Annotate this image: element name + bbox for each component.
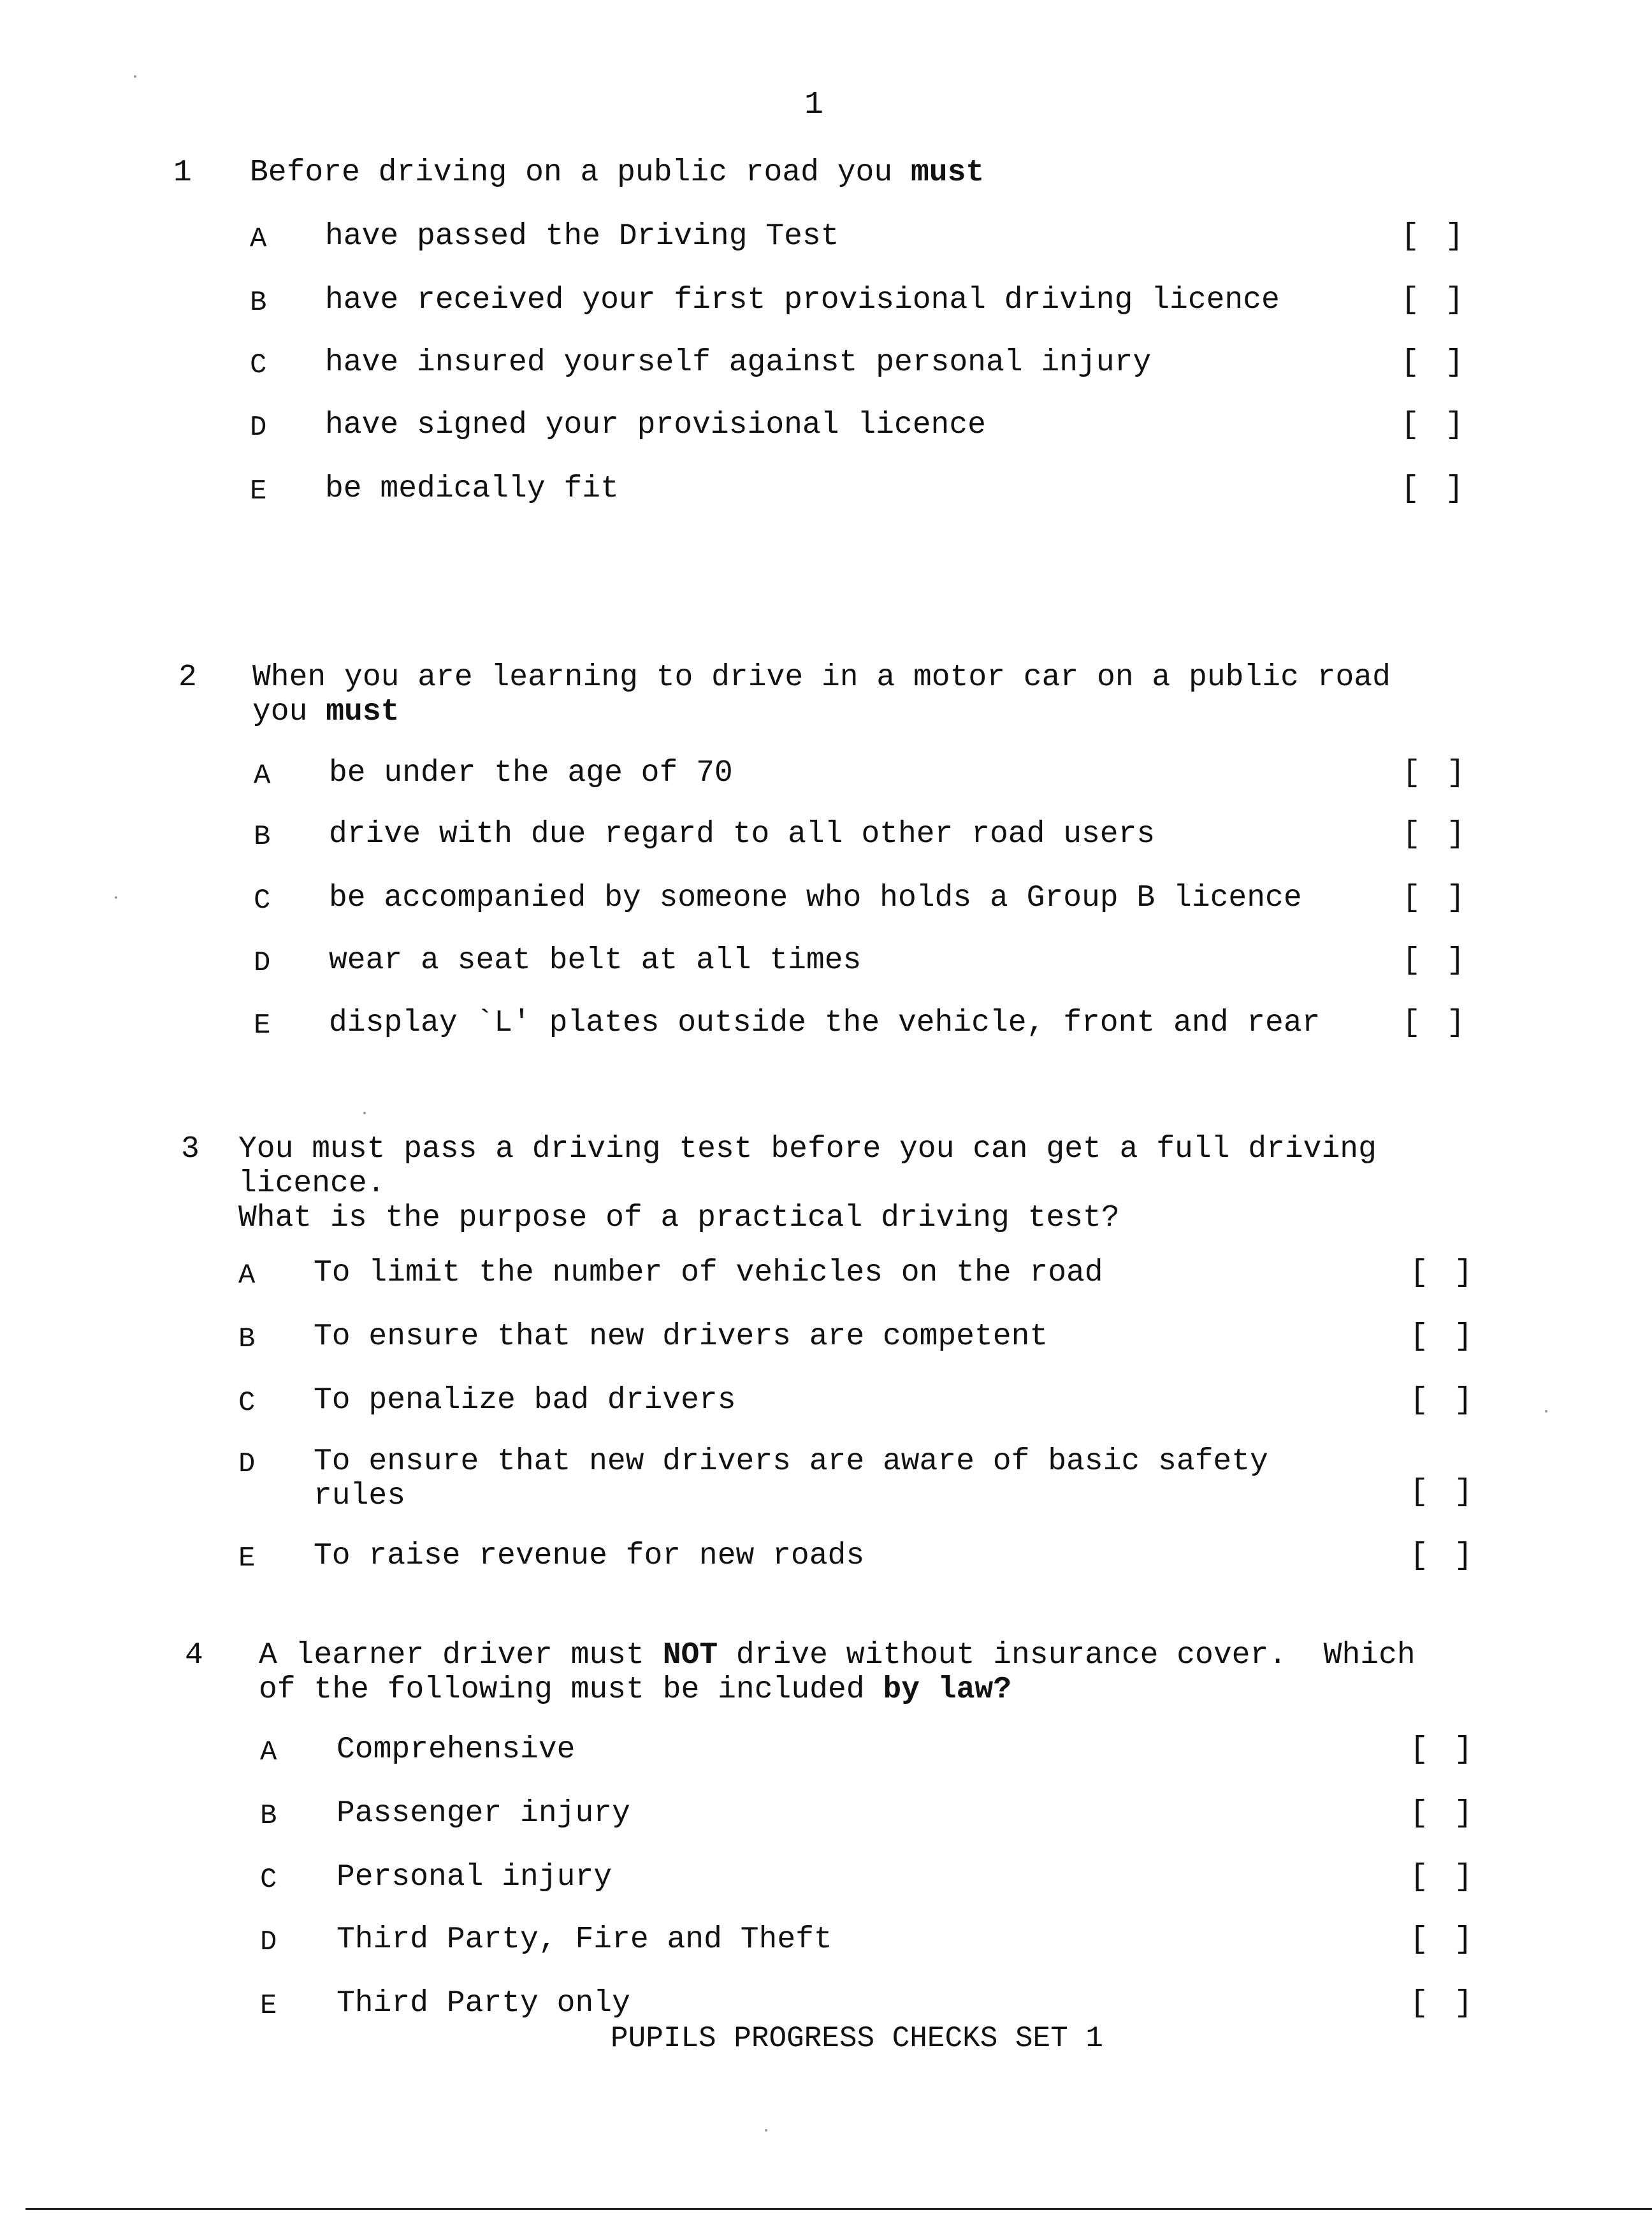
option-text: be medically fit (325, 472, 619, 506)
scan-speck (1545, 1410, 1547, 1413)
option-2d[interactable] (254, 943, 1592, 982)
option-letter: D (254, 947, 271, 979)
option-text: display `L' plates outside the vehicle, front and rear (329, 1006, 1321, 1040)
option-text: be under the age of 70 (329, 756, 733, 790)
question-number: 2 (178, 660, 197, 695)
answer-checkbox[interactable]: [ ] (1410, 1539, 1477, 1573)
answer-checkbox[interactable]: [ ] (1410, 1319, 1477, 1354)
option-2e[interactable] (254, 1006, 1592, 1044)
answer-checkbox[interactable]: [ ] (1410, 1256, 1477, 1290)
answer-checkbox[interactable]: [ ] (1402, 881, 1469, 915)
answer-checkbox[interactable]: [ ] (1410, 1796, 1477, 1831)
option-text: have insured yourself against personal injury (325, 345, 1152, 380)
option-letter: C (250, 349, 267, 381)
option-letter: E (260, 1990, 277, 2022)
answer-checkbox[interactable]: [ ] (1402, 943, 1469, 978)
option-letter: C (254, 885, 271, 917)
option-text: Comprehensive (337, 1733, 576, 1767)
answer-checkbox[interactable]: [ ] (1401, 472, 1468, 506)
option-letter: E (238, 1543, 256, 1574)
scan-speck (765, 2129, 767, 2132)
option-letter: C (260, 1864, 277, 1896)
option-letter: D (238, 1448, 256, 1480)
bottom-divider (25, 2208, 1652, 2210)
option-4b[interactable] (260, 1796, 1598, 1835)
option-text: drive with due regard to all other road users (329, 817, 1156, 852)
question-number: 1 (173, 156, 192, 190)
answer-checkbox[interactable]: [ ] (1402, 817, 1469, 852)
option-3d[interactable] (238, 1444, 1577, 1521)
question-text: A learner driver must NOT drive without insurance cover. Which of the following must be included by law? (259, 1638, 1416, 1707)
option-4d[interactable] (260, 1922, 1598, 1961)
option-4c[interactable] (260, 1860, 1598, 1898)
question-text: When you are learning to drive in a motor car on a public road you must (252, 660, 1391, 729)
answer-checkbox[interactable]: [ ] (1401, 219, 1468, 254)
page-number: 1 (804, 87, 824, 123)
question-number: 4 (185, 1638, 203, 1673)
option-3c[interactable] (238, 1383, 1577, 1421)
option-text-continued: rules (314, 1479, 406, 1513)
option-text: wear a seat belt at all times (329, 943, 862, 978)
option-text: To penalize bad drivers (314, 1383, 736, 1418)
question-text: Before driving on a public road you must (250, 156, 985, 190)
option-text: Third Party only (337, 1986, 630, 2021)
option-letter: A (254, 760, 271, 792)
option-letter: B (238, 1323, 256, 1355)
question-text: You must pass a driving test before you can get a full driving licence. What is the purpose of a practical driving test? (238, 1132, 1377, 1235)
option-text: have received your first provisional driving licence (325, 283, 1280, 317)
option-2b[interactable] (254, 817, 1592, 855)
option-text: be accompanied by someone who holds a Group B licence (329, 881, 1302, 915)
answer-checkbox[interactable]: [ ] (1410, 1860, 1477, 1894)
scan-speck (363, 1112, 366, 1114)
answer-checkbox[interactable]: [ ] (1410, 1922, 1477, 1957)
option-text: To limit the number of vehicles on the road (314, 1256, 1103, 1290)
option-letter: A (250, 223, 267, 255)
option-4a[interactable] (260, 1733, 1598, 1771)
option-text: Passenger injury (337, 1796, 630, 1831)
option-text: To ensure that new drivers are aware of basic safety (314, 1444, 1268, 1479)
answer-checkbox[interactable]: [ ] (1402, 756, 1469, 790)
question-number: 3 (181, 1132, 199, 1166)
option-letter: B (254, 821, 271, 853)
option-1e[interactable] (250, 472, 1588, 510)
scan-speck (115, 896, 117, 899)
scan-speck (134, 75, 136, 78)
option-letter: B (260, 1800, 277, 1832)
option-1a[interactable] (250, 219, 1588, 258)
option-2a[interactable] (254, 756, 1592, 794)
option-letter: B (250, 287, 267, 319)
answer-checkbox[interactable]: [ ] (1410, 1475, 1477, 1509)
option-text: To raise revenue for new roads (314, 1539, 865, 1573)
option-letter: D (260, 1926, 277, 1958)
option-letter: C (238, 1387, 256, 1419)
option-text: Personal injury (337, 1860, 612, 1894)
option-text: To ensure that new drivers are competent (314, 1319, 1048, 1354)
answer-checkbox[interactable]: [ ] (1410, 1383, 1477, 1418)
option-1c[interactable] (250, 345, 1588, 384)
option-letter: E (250, 476, 267, 507)
answer-checkbox[interactable]: [ ] (1401, 408, 1468, 442)
answer-checkbox[interactable]: [ ] (1410, 1733, 1477, 1767)
option-letter: A (238, 1260, 256, 1291)
option-text: have passed the Driving Test (325, 219, 839, 254)
answer-checkbox[interactable]: [ ] (1410, 1986, 1477, 2021)
option-letter: E (254, 1010, 271, 1042)
option-3b[interactable] (238, 1319, 1577, 1358)
option-1b[interactable] (250, 283, 1588, 321)
footer-title: PUPILS PROGRESS CHECKS SET 1 (611, 2022, 1103, 2055)
option-text: Third Party, Fire and Theft (337, 1922, 832, 1957)
option-letter: D (250, 412, 267, 444)
answer-checkbox[interactable]: [ ] (1401, 283, 1468, 317)
option-2c[interactable] (254, 881, 1592, 919)
option-4e[interactable] (260, 1986, 1598, 2024)
option-3a[interactable] (238, 1256, 1577, 1294)
answer-checkbox[interactable]: [ ] (1401, 345, 1468, 380)
option-letter: A (260, 1736, 277, 1768)
answer-checkbox[interactable]: [ ] (1402, 1006, 1469, 1040)
option-text: have signed your provisional licence (325, 408, 986, 442)
option-1d[interactable] (250, 408, 1588, 446)
option-3e[interactable] (238, 1539, 1577, 1577)
